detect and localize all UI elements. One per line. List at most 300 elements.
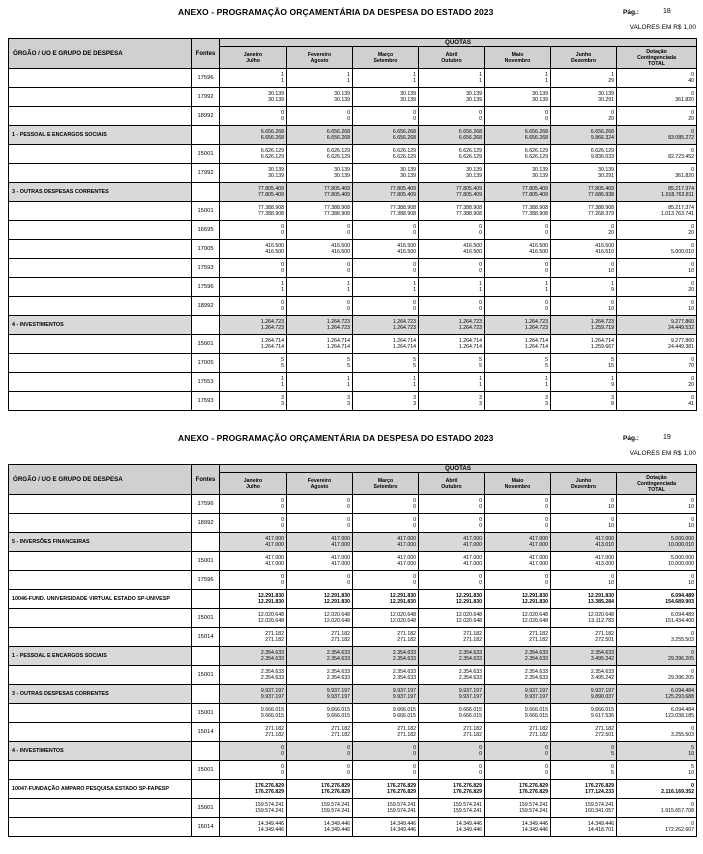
source-code: 17005: [192, 240, 220, 259]
quota-cell: 416.500 416.500: [419, 240, 485, 259]
quota-cell: 1.264.714 1.264.714: [485, 335, 551, 354]
quota-cell: 30.139 30.139: [353, 88, 419, 107]
quota-cell: 1.264.723 1.264.723: [220, 316, 287, 335]
table-row: [9, 392, 697, 411]
table-row: [9, 495, 697, 514]
quota-cell: 12.020.648 12.020.648: [485, 609, 551, 628]
row-label: [9, 145, 192, 164]
table-row: [9, 221, 697, 240]
quota-cell: 0 0: [419, 742, 485, 761]
table-row: [9, 742, 697, 761]
source-code: 15001: [192, 761, 220, 780]
header-mai-nov: Maio Novembro: [485, 47, 551, 69]
quota-cell: 1 1: [287, 278, 353, 297]
quota-cell: 0 29.396.205: [617, 666, 697, 685]
quota-cell: 1 1: [419, 278, 485, 297]
quota-cell: 0 0: [419, 259, 485, 278]
quota-cell: 416.500 416.500: [353, 240, 419, 259]
quota-cell: 0 10: [551, 571, 617, 590]
quota-cell: 0 10: [551, 297, 617, 316]
source-code: 15001: [192, 552, 220, 571]
row-label: [9, 88, 192, 107]
quota-cell: 77.388.908 77.388.908: [485, 202, 551, 221]
quota-cell: 77.805.409 77.686.938: [551, 183, 617, 202]
row-label: [9, 335, 192, 354]
quota-cell: 1 1: [419, 373, 485, 392]
quota-cell: 1.264.714 1.259.667: [551, 335, 617, 354]
table-row: [9, 704, 697, 723]
page-title: ANEXO - PROGRAMAÇÃO ORÇAMENTÁRIA DA DESPESA DO ESTADO 2023: [178, 433, 494, 443]
quota-cell: 271.182 271.182: [419, 628, 485, 647]
quota-cell: 30.139 30.139: [287, 88, 353, 107]
quota-cell: 9.937.197 9.937.197: [485, 685, 551, 704]
quota-cell: 0 10: [617, 259, 697, 278]
quota-cell: 30.139 30.139: [287, 164, 353, 183]
quota-cell: 417.000 417.000: [485, 533, 551, 552]
quota-cell: 9.666.015 9.666.015: [419, 704, 485, 723]
table-row: [9, 818, 697, 837]
quota-cell: 77.805.409 77.805.409: [419, 183, 485, 202]
quota-cell: 77.805.409 77.805.409: [353, 183, 419, 202]
quota-cell: 1.264.723 1.264.723: [353, 316, 419, 335]
header-fev-ago: Fevereiro Agosto: [287, 47, 353, 69]
quota-cell: 0 20: [617, 221, 697, 240]
page-header: [8, 426, 696, 464]
table-row: [9, 533, 697, 552]
table-row: [9, 723, 697, 742]
row-label: [9, 704, 192, 723]
quota-cell: 0 0: [485, 259, 551, 278]
quota-cell: 0 83.085.272: [617, 126, 697, 145]
quota-cell: 0 0: [220, 107, 287, 126]
quota-cell: 176.276.829 176.276.829: [419, 780, 485, 799]
quota-cell: 417.000 417.000: [353, 552, 419, 571]
quota-cell: 176.276.829 176.276.829: [485, 780, 551, 799]
quota-cell: 1.264.714 1.264.714: [287, 335, 353, 354]
quota-cell: 6.626.129 6.626.129: [287, 145, 353, 164]
quota-cell: 30.139 30.139: [353, 164, 419, 183]
quota-cell: 0 10: [617, 297, 697, 316]
quota-cell: 0 0: [419, 495, 485, 514]
source-code: [192, 647, 220, 666]
quota-cell: 2.354.633 3.495.242: [551, 647, 617, 666]
quota-cell: 0 0: [287, 221, 353, 240]
page-title: ANEXO - PROGRAMAÇÃO ORÇAMENTÁRIA DA DESPESA DO ESTADO 2023: [178, 7, 494, 17]
table-row: [9, 628, 697, 647]
quota-cell: 6.094.484 125.293.688: [617, 685, 697, 704]
source-code: 17553: [192, 373, 220, 392]
quota-cell: 2.354.633 2.354.633: [353, 647, 419, 666]
quota-cell: 5.000.000 10.000.000: [617, 552, 697, 571]
row-label: [9, 240, 192, 259]
quota-cell: 1 1: [220, 373, 287, 392]
quota-cell: 1.264.714 1.264.714: [419, 335, 485, 354]
quota-cell: 176.276.829 176.276.829: [220, 780, 287, 799]
quota-cell: 6.656.268 6.656.268: [485, 126, 551, 145]
row-label: [9, 107, 192, 126]
quota-cell: 417.000 413.000: [551, 552, 617, 571]
quota-cell: 0 20: [617, 373, 697, 392]
quota-cell: 0 0: [353, 495, 419, 514]
quota-cell: 271.182 272.501: [551, 723, 617, 742]
quota-cell: 0 0: [287, 514, 353, 533]
page-label: Pág.:: [623, 435, 639, 442]
quota-cell: 417.000 417.000: [287, 552, 353, 571]
row-label: [9, 259, 192, 278]
header-orgao: ÓRGÃO / UO E GRUPO DE DESPESA: [9, 465, 192, 495]
quota-cell: 271.182 271.182: [287, 628, 353, 647]
quota-cell: 0 0: [485, 761, 551, 780]
quota-cell: 1 1: [287, 69, 353, 88]
row-label: 1 - PESSOAL E ENCARGOS SOCIAIS: [9, 126, 192, 145]
quota-cell: 2.354.633 2.354.633: [419, 647, 485, 666]
quota-cell: 271.182 271.182: [485, 628, 551, 647]
source-code: 17596: [192, 495, 220, 514]
quota-cell: 2.354.633 2.354.633: [220, 666, 287, 685]
table-row: [9, 316, 697, 335]
quota-cell: 0 0: [220, 514, 287, 533]
quota-cell: 0 0: [353, 571, 419, 590]
source-code: 17596: [192, 571, 220, 590]
quota-cell: 30.139 30.139: [220, 88, 287, 107]
row-label: [9, 164, 192, 183]
source-code: 17596: [192, 69, 220, 88]
quota-cell: 12.291.830 12.291.830: [353, 590, 419, 609]
quota-cell: 5 5: [485, 354, 551, 373]
quota-cell: 1 1: [353, 373, 419, 392]
quota-cell: 0 0: [220, 742, 287, 761]
quota-cell: 159.574.241 159.574.241: [287, 799, 353, 818]
quota-cell: 417.000 417.000: [353, 533, 419, 552]
quota-cell: 271.182 271.182: [220, 628, 287, 647]
quota-cell: 30.139 30.139: [419, 88, 485, 107]
quota-cell: 0 0: [485, 514, 551, 533]
source-code: [192, 742, 220, 761]
row-label: [9, 818, 192, 837]
source-code: 15001: [192, 335, 220, 354]
quota-cell: 159.574.241 159.574.241: [419, 799, 485, 818]
quota-cell: 12.291.830 12.291.830: [220, 590, 287, 609]
row-label: [9, 69, 192, 88]
quota-cell: 1.264.723 1.259.719: [551, 316, 617, 335]
quota-cell: 0 10: [551, 495, 617, 514]
quota-cell: 77.388.908 77.388.908: [287, 202, 353, 221]
header-jan-jul: Janeiro Julho: [220, 47, 287, 69]
quota-cell: 2.354.633 2.354.633: [220, 647, 287, 666]
report-page-18: [8, 0, 696, 411]
quota-cell: 6.626.129 6.626.129: [485, 145, 551, 164]
table-row: [9, 202, 697, 221]
quota-cell: 12.020.648 12.020.648: [419, 609, 485, 628]
quota-cell: 1.264.723 1.264.723: [485, 316, 551, 335]
table-row: [9, 183, 697, 202]
quota-cell: 30.139 30.139: [485, 88, 551, 107]
row-label: 4 - INVESTIMENTOS: [9, 742, 192, 761]
quota-cell: 0 40: [617, 69, 697, 88]
row-label: [9, 514, 192, 533]
source-code: 18992: [192, 107, 220, 126]
quota-cell: 9.277.860 24.449.532: [617, 316, 697, 335]
table-row: [9, 761, 697, 780]
table-row: [9, 780, 697, 799]
header-jun-dez: Junho Dezembro: [551, 47, 617, 69]
budget-table: [8, 464, 697, 837]
quota-cell: 0 0: [419, 297, 485, 316]
quota-cell: 12.291.830 13.385.284: [551, 590, 617, 609]
table-row: [9, 685, 697, 704]
quota-cell: 417.000 417.000: [220, 552, 287, 571]
currency-note: VALORES EM R$ 1,00: [629, 450, 696, 457]
source-code: 15001: [192, 202, 220, 221]
row-label: [9, 799, 192, 818]
quota-cell: 77.388.908 77.268.379: [551, 202, 617, 221]
table-row: [9, 552, 697, 571]
row-label: [9, 354, 192, 373]
quota-cell: 0 0: [485, 107, 551, 126]
table-row: [9, 373, 697, 392]
quota-cell: 5 10: [617, 761, 697, 780]
row-label: 5 - INVERSÕES FINANCEIRAS: [9, 533, 192, 552]
source-code: 18992: [192, 297, 220, 316]
quota-cell: 6.656.268 6.656.268: [419, 126, 485, 145]
quota-cell: 0 0: [220, 761, 287, 780]
quota-cell: 0 0: [485, 297, 551, 316]
source-code: 15001: [192, 145, 220, 164]
quota-cell: 0 41: [617, 392, 697, 411]
table-row: [9, 297, 697, 316]
header-mai-nov: Maio Novembro: [485, 473, 551, 495]
quota-cell: 0 70: [617, 354, 697, 373]
table-row: [9, 666, 697, 685]
quota-cell: 30.139 30.139: [220, 164, 287, 183]
quota-cell: 1.264.714 1.264.714: [220, 335, 287, 354]
quota-cell: 0 361.820: [617, 88, 697, 107]
quota-cell: 77.388.908 77.388.908: [220, 202, 287, 221]
source-code: [192, 685, 220, 704]
quota-cell: 2.354.633 3.495.242: [551, 666, 617, 685]
quota-cell: 0 0: [419, 107, 485, 126]
quota-cell: 1 1: [485, 278, 551, 297]
quota-cell: 12.020.648 12.020.648: [353, 609, 419, 628]
quota-cell: 14.349.446 14.349.446: [485, 818, 551, 837]
quota-cell: 0 10: [551, 514, 617, 533]
source-code: 15014: [192, 628, 220, 647]
quota-cell: 14.349.446 14.349.446: [287, 818, 353, 837]
quota-cell: 30.139 30.139: [485, 164, 551, 183]
quota-cell: 1 1: [220, 69, 287, 88]
quota-cell: 176.276.829 177.124.233: [551, 780, 617, 799]
quota-cell: 0 0: [353, 761, 419, 780]
row-label: [9, 552, 192, 571]
source-code: [192, 590, 220, 609]
source-code: 17005: [192, 354, 220, 373]
quota-cell: 1 1: [485, 69, 551, 88]
quota-cell: 1 1: [419, 69, 485, 88]
quota-cell: 6.626.129 6.626.129: [353, 145, 419, 164]
table-body: [9, 69, 697, 411]
quota-cell: 0 0: [353, 259, 419, 278]
quota-cell: 5.000.000 10.000.010: [617, 533, 697, 552]
header-mar-set: Março Setembro: [353, 473, 419, 495]
quota-cell: 14.349.446 14.349.446: [353, 818, 419, 837]
quota-cell: 9.937.197 9.937.197: [353, 685, 419, 704]
quota-cell: 12.020.648 12.020.648: [287, 609, 353, 628]
quota-cell: 0 0: [485, 742, 551, 761]
quota-cell: 0 361.820: [617, 164, 697, 183]
quota-cell: 6.626.129 9.836.033: [551, 145, 617, 164]
row-label: [9, 202, 192, 221]
quota-cell: 6.094.489 151.434.400: [617, 609, 697, 628]
quota-cell: 2.354.633 2.354.633: [485, 647, 551, 666]
header-quotas: QUOTAS: [220, 465, 697, 473]
source-code: 17593: [192, 392, 220, 411]
quota-cell: 9.666.015 9.666.015: [353, 704, 419, 723]
source-code: [192, 780, 220, 799]
page-number: 18: [663, 8, 671, 15]
quota-cell: 0 5: [551, 742, 617, 761]
quota-cell: 0 3.255.503: [617, 628, 697, 647]
table-row: [9, 88, 697, 107]
quota-cell: 0 0: [220, 571, 287, 590]
quota-cell: 271.182 271.182: [353, 723, 419, 742]
header-quotas: QUOTAS: [220, 39, 697, 47]
quota-cell: 9.666.015 9.617.536: [551, 704, 617, 723]
row-label: [9, 392, 192, 411]
header-abr-out: Abril Outubro: [419, 473, 485, 495]
quota-cell: 2.354.633 2.354.633: [485, 666, 551, 685]
quota-cell: 0 0: [287, 107, 353, 126]
quota-cell: 0 3.255.503: [617, 723, 697, 742]
header-mar-set: Março Setembro: [353, 47, 419, 69]
quota-cell: 416.500 416.500: [485, 240, 551, 259]
quota-cell: 14.349.446 14.349.446: [419, 818, 485, 837]
quota-cell: 30.139 30.291: [551, 88, 617, 107]
quota-cell: 5 10: [617, 742, 697, 761]
row-label: [9, 761, 192, 780]
table-row: [9, 278, 697, 297]
quota-cell: 0 0: [353, 107, 419, 126]
row-label: [9, 495, 192, 514]
quota-cell: 0 10: [617, 514, 697, 533]
quota-cell: 417.000 417.000: [220, 533, 287, 552]
quota-cell: 9.937.197 9.937.197: [220, 685, 287, 704]
quota-cell: 12.291.830 12.291.830: [287, 590, 353, 609]
source-code: 15001: [192, 666, 220, 685]
source-code: 15014: [192, 818, 220, 837]
header-jan-jul: Janeiro Julho: [220, 473, 287, 495]
header-abr-out: Abril Outubro: [419, 47, 485, 69]
quota-cell: 9.666.015 9.666.015: [287, 704, 353, 723]
quota-cell: 0 5.000.010: [617, 240, 697, 259]
quota-cell: 1.264.723 1.264.723: [419, 316, 485, 335]
quota-cell: 3 3: [485, 392, 551, 411]
quota-cell: 417.000 417.000: [419, 533, 485, 552]
quota-cell: 0 0: [419, 761, 485, 780]
source-code: 17992: [192, 88, 220, 107]
quota-cell: 0 0: [419, 221, 485, 240]
header-fontes: Fontes: [192, 39, 220, 69]
quota-cell: 0 0: [287, 495, 353, 514]
table-row: [9, 514, 697, 533]
source-code: [192, 183, 220, 202]
table-row: [9, 145, 697, 164]
table-row: [9, 259, 697, 278]
page-label: Pág.:: [623, 9, 639, 16]
quota-cell: 176.276.829 176.276.829: [287, 780, 353, 799]
quota-cell: 12.020.648 12.020.648: [220, 609, 287, 628]
quota-cell: 416.500 416.510: [551, 240, 617, 259]
quota-cell: 0 0: [353, 514, 419, 533]
quota-cell: 1 1: [287, 373, 353, 392]
quota-cell: 6.656.268 9.866.324: [551, 126, 617, 145]
table-row: [9, 240, 697, 259]
quota-cell: 1.264.714 1.264.714: [353, 335, 419, 354]
quota-cell: 2.354.633 2.354.633: [287, 647, 353, 666]
table-row: [9, 571, 697, 590]
quota-cell: 159.574.241 160.341.057: [551, 799, 617, 818]
quota-cell: 14.349.446 14.418.701: [551, 818, 617, 837]
quota-cell: 0 0: [485, 495, 551, 514]
quota-cell: 271.182 271.182: [485, 723, 551, 742]
header-jun-dez: Junho Dezembro: [551, 473, 617, 495]
table-row: [9, 647, 697, 666]
quota-cell: 9.937.197 9.937.197: [287, 685, 353, 704]
page-header: [8, 0, 696, 38]
quota-cell: 12.291.830 12.291.830: [419, 590, 485, 609]
quota-cell: 14.349.446 14.349.446: [220, 818, 287, 837]
row-label: [9, 221, 192, 240]
quota-cell: 30.139 30.291: [551, 164, 617, 183]
quota-cell: 77.805.409 77.805.409: [220, 183, 287, 202]
quota-cell: 0 2.116.169.352: [617, 780, 697, 799]
table-row: [9, 590, 697, 609]
quota-cell: 1 1: [485, 373, 551, 392]
page-number: 19: [663, 434, 671, 441]
quota-cell: 9.666.015 9.666.015: [220, 704, 287, 723]
quota-cell: 85.217.374 1.018.763.811: [617, 183, 697, 202]
quota-cell: 2.354.633 2.354.633: [287, 666, 353, 685]
quota-cell: 0 29.396.205: [617, 647, 697, 666]
source-code: 15014: [192, 723, 220, 742]
quota-cell: 0 82.723.452: [617, 145, 697, 164]
quota-cell: 0 10: [551, 259, 617, 278]
quota-cell: 77.805.409 77.805.409: [287, 183, 353, 202]
source-code: 16695: [192, 221, 220, 240]
row-label: [9, 666, 192, 685]
quota-cell: 0 0: [353, 221, 419, 240]
quota-cell: 0 0: [220, 259, 287, 278]
quota-cell: 9.937.197 9.890.037: [551, 685, 617, 704]
quota-cell: 0 0: [287, 571, 353, 590]
row-label: 1 - PESSOAL E ENCARGOS SOCIAIS: [9, 647, 192, 666]
quota-cell: 0 172.262.607: [617, 818, 697, 837]
quota-cell: 176.276.829 176.276.829: [353, 780, 419, 799]
source-code: 15001: [192, 799, 220, 818]
table-row: [9, 69, 697, 88]
quota-cell: 0 0: [419, 514, 485, 533]
quota-cell: 2.354.633 2.354.633: [353, 666, 419, 685]
quota-cell: 2.354.633 2.354.633: [419, 666, 485, 685]
quota-cell: 77.388.908 77.388.908: [419, 202, 485, 221]
quota-cell: 5 5: [220, 354, 287, 373]
quota-cell: 416.500 416.500: [287, 240, 353, 259]
quota-cell: 12.291.830 12.291.830: [485, 590, 551, 609]
quota-cell: 0 20: [551, 221, 617, 240]
quota-cell: 6.656.268 6.656.268: [220, 126, 287, 145]
row-label: [9, 373, 192, 392]
source-code: [192, 316, 220, 335]
table-row: [9, 799, 697, 818]
